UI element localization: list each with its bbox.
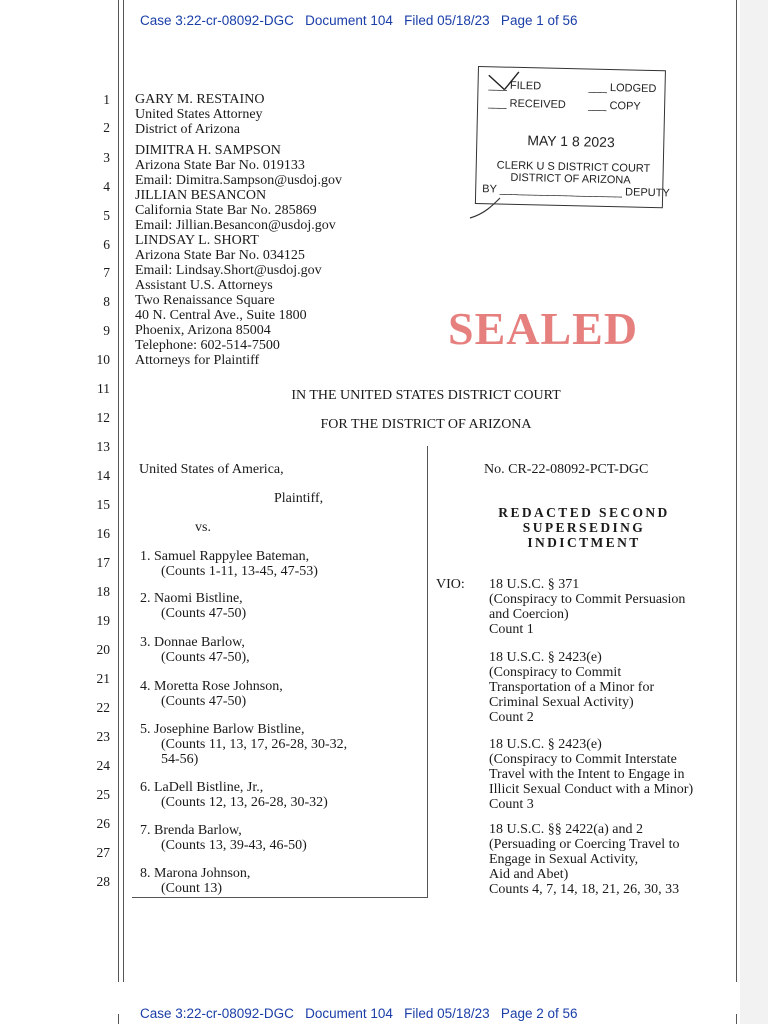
line-number: 25 — [96, 787, 110, 802]
line-number: 9 — [103, 323, 110, 338]
defendant-counts: (Counts 47-50), — [161, 650, 250, 665]
defendant-name: 7. Brenda Barlow, — [140, 823, 242, 838]
attorney-line: Email: Dimitra.Sampson@usdoj.gov — [135, 173, 342, 188]
violation-line: 18 U.S.C. § 2423(e) — [489, 650, 602, 665]
violation-line: Transportation of a Minor for — [489, 680, 655, 695]
attorney-line: GARY M. RESTAINO — [135, 92, 265, 107]
violation-line: (Conspiracy to Commit — [489, 665, 622, 680]
defendant-item — [140, 866, 250, 896]
attorney-line: 40 N. Central Ave., Suite 1800 — [135, 308, 307, 323]
stamp-lodged: LODGED — [609, 82, 657, 96]
line-number: 7 — [103, 265, 110, 280]
attorney-line: Attorneys for Plaintiff — [135, 353, 260, 368]
defendant-counts: (Count 13) — [161, 881, 223, 896]
attorney-line: LINDSAY L. SHORT — [135, 233, 259, 248]
defendant-item — [140, 722, 347, 767]
line-number: 8 — [103, 294, 110, 309]
defendant-name: 5. Josephine Barlow Bistline, — [140, 722, 305, 737]
line-number: 11 — [97, 381, 110, 396]
attorney-line: Email: Lindsay.Short@usdoj.gov — [135, 263, 322, 278]
page-edge-shade — [740, 0, 768, 1024]
defendant-counts: (Counts 12, 13, 26-28, 30-32) — [161, 795, 328, 810]
line-number: 1 — [103, 92, 110, 107]
line-number: 26 — [96, 816, 110, 831]
attorney-line: JILLIAN BESANCON — [135, 188, 267, 203]
line-number: 12 — [96, 410, 110, 425]
stamp-copy: COPY — [609, 99, 641, 113]
line-number: 3 — [103, 150, 110, 165]
violation-item — [489, 737, 693, 812]
defendant-counts: (Counts 47-50) — [161, 694, 247, 709]
defendant-item — [140, 823, 307, 853]
attorney-line: Assistant U.S. Attorneys — [135, 278, 273, 293]
violation-line: and Coercion) — [489, 607, 569, 622]
attorney-line: DIMITRA H. SAMPSON — [135, 143, 281, 158]
violation-line: (Conspiracy to Commit Persuasion — [489, 592, 686, 607]
attorney-line: California State Bar No. 285869 — [135, 203, 317, 218]
defendant-counts: (Counts 13, 39-43, 46-50) — [161, 838, 307, 853]
document-title — [454, 505, 714, 550]
line-number: 19 — [96, 613, 110, 628]
left-margin-line — [118, 0, 119, 982]
defendant-counts: 54-56) — [161, 752, 199, 767]
violation-line: Travel with the Intent to Engage in — [489, 767, 685, 782]
vio-label: VIO: — [436, 577, 465, 592]
defendant-counts: (Counts 47-50) — [161, 606, 247, 621]
right-margin-line — [736, 0, 737, 982]
stamp-received: RECEIVED — [509, 97, 566, 112]
defendant-counts: (Counts 1-11, 13-45, 47-53) — [161, 564, 318, 579]
line-number: 14 — [96, 468, 110, 483]
court-title: IN THE UNITED STATES DISTRICT COURT — [291, 388, 561, 403]
left-margin-line-inner — [123, 0, 124, 982]
line-number: 13 — [96, 439, 110, 454]
stamp-date: MAY 1 8 2023 — [527, 132, 615, 151]
violation-line: 18 U.S.C. §§ 2422(a) and 2 — [489, 822, 643, 837]
defendant-item — [140, 549, 318, 579]
line-number: 24 — [96, 758, 110, 773]
stamp-clerk: CLERK U S DISTRICT COURT — [496, 159, 651, 175]
violation-line: (Conspiracy to Commit Interstate — [489, 752, 677, 767]
title-line: SUPERSEDING — [522, 520, 646, 535]
violation-line: 18 U.S.C. § 371 — [489, 577, 580, 592]
next-page-margin-right — [736, 1014, 737, 1024]
line-number: 27 — [96, 845, 110, 860]
defendant-item — [140, 635, 250, 665]
line-number: 23 — [96, 729, 110, 744]
attorney-line: Two Renaissance Square — [135, 293, 275, 308]
violation-line: Counts 4, 7, 14, 18, 21, 26, 30, 33 — [489, 882, 680, 897]
attorney-line: District of Arizona — [135, 122, 240, 137]
caption-bottom-rule — [132, 897, 428, 898]
case-header: Case 3:22-cr-08092-DGC Document 104 Filed 05/18/23 Page 1 of 56 — [140, 13, 578, 28]
violation-line: Count 3 — [489, 797, 534, 812]
defendant-name: 3. Donnae Barlow, — [140, 635, 245, 650]
plaintiff-label: Plaintiff, — [274, 491, 324, 506]
line-number: 5 — [103, 208, 110, 223]
violation-line: Count 1 — [489, 622, 534, 637]
stamp-by: BY — [482, 183, 497, 196]
title-line: INDICTMENT — [527, 535, 641, 550]
defendant-item — [140, 780, 328, 810]
attorney-block — [135, 92, 342, 368]
title-line: REDACTED SECOND — [498, 505, 670, 520]
next-page-header: Case 3:22-cr-08092-DGC Document 104 Filed 05/18/23 Page 2 of 56 — [140, 1006, 578, 1021]
attorney-line: Arizona State Bar No. 034125 — [135, 248, 305, 263]
next-page-margin — [118, 1014, 119, 1024]
line-number: 2 — [103, 120, 110, 135]
caption-divider — [427, 446, 428, 898]
line-number: 16 — [96, 526, 110, 541]
line-number: 22 — [96, 700, 110, 715]
violation-line: Engage in Sexual Activity, — [489, 852, 639, 867]
violation-item — [489, 822, 680, 897]
line-number: 15 — [96, 497, 110, 512]
case-number: No. CR-22-08092-PCT-DGC — [484, 462, 649, 477]
line-number: 18 — [96, 584, 110, 599]
line-number: 20 — [96, 642, 110, 657]
defendant-name: 1. Samuel Rappylee Bateman, — [140, 549, 310, 564]
violation-line: Criminal Sexual Activity) — [489, 695, 634, 710]
attorney-line: Phoenix, Arizona 85004 — [135, 323, 271, 338]
court-district: FOR THE DISTRICT OF ARIZONA — [320, 417, 532, 432]
attorney-line: United States Attorney — [135, 107, 263, 122]
defendant-item — [140, 679, 283, 709]
line-number: 6 — [103, 237, 110, 252]
violation-line: Illicit Sexual Conduct with a Minor) — [489, 782, 694, 797]
violation-item — [489, 650, 654, 725]
attorney-line: Arizona State Bar No. 019133 — [135, 158, 305, 173]
defendant-counts: (Counts 11, 13, 17, 26-28, 30-32, — [161, 737, 348, 752]
line-number: 17 — [96, 555, 110, 570]
violation-line: Aid and Abet) — [489, 867, 569, 882]
sealed-stamp: SEALED — [448, 303, 639, 354]
violation-line: 18 U.S.C. § 2423(e) — [489, 737, 602, 752]
line-number: 21 — [96, 671, 110, 686]
violation-line: (Persuading or Coercing Travel to — [489, 837, 680, 852]
defendant-name: 4. Moretta Rose Johnson, — [140, 679, 283, 694]
attorney-line: Telephone: 602-514-7500 — [135, 338, 280, 353]
signature-mark-icon — [466, 196, 506, 226]
versus-label: vs. — [195, 520, 211, 535]
plaintiff-name: United States of America, — [139, 462, 284, 477]
defendant-name: 6. LaDell Bistline, Jr., — [140, 780, 264, 795]
defendant-name: 8. Marona Johnson, — [140, 866, 251, 881]
line-number: 4 — [103, 179, 110, 194]
stamp-district: DISTRICT OF ARIZONA — [510, 171, 631, 187]
stamp-deputy: DEPUTY — [624, 186, 670, 200]
stamp-filed: FILED — [509, 79, 542, 93]
line-number: 28 — [96, 874, 110, 889]
violation-item — [489, 577, 685, 637]
defendant-name: 2. Naomi Bistline, — [140, 591, 243, 606]
attorney-line: Email: Jillian.Besancon@usdoj.gov — [135, 218, 336, 233]
defendant-item — [140, 591, 246, 621]
clerk-filing-stamp: ___ FILED ___ LODGED ___ RECEIVED ___ COPY MAY 1 8 2023 CLERK U S DISTRICT COURT DISTRICT OF ARIZONA BY ____________________ DEPUTY — [475, 66, 666, 208]
line-number: 10 — [96, 352, 110, 367]
violation-line: Count 2 — [489, 710, 534, 725]
